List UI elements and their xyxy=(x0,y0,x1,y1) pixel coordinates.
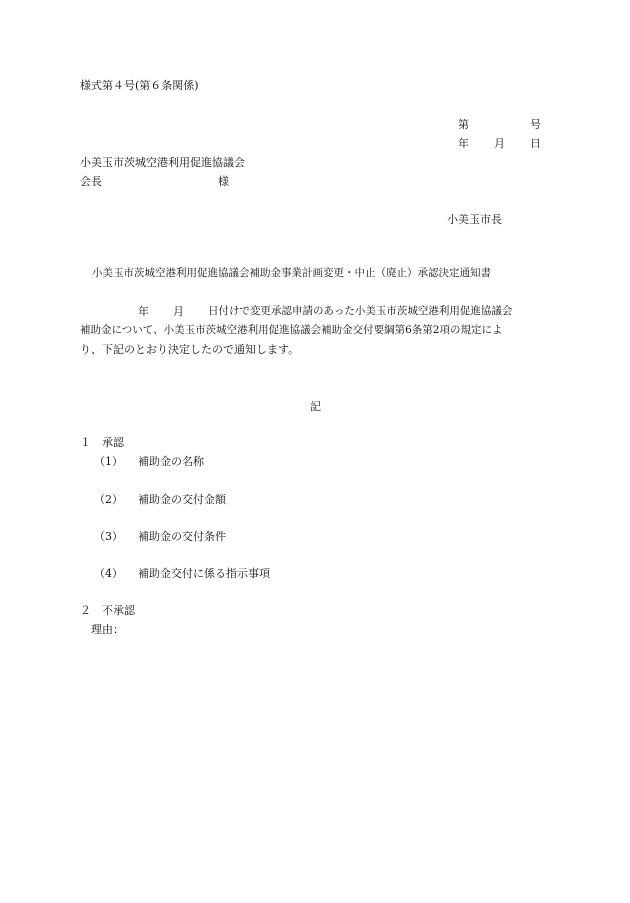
item4-label: 補助金交付に係る指示事項 xyxy=(138,567,270,580)
date-day: 日 xyxy=(530,137,541,150)
addressee-organization: 小美玉市茨城空港利用促進協議会 xyxy=(80,156,245,169)
addressee-title: 会長 xyxy=(80,175,102,188)
body-month: 月 xyxy=(173,305,184,318)
body-line2: 補助金について、小美玉市茨城空港利用促進協議会補助金交付要綱第6条第2項の規定によ xyxy=(80,324,503,336)
item2-number: （2） xyxy=(94,493,123,506)
reason-label: 理由： xyxy=(91,623,124,636)
ki-heading: 記 xyxy=(310,400,321,413)
section2-title: 不承認 xyxy=(102,604,135,617)
item4-number: （4） xyxy=(94,567,123,580)
item1-number: （1） xyxy=(94,455,123,468)
body-line3: り、下記のとおり決定したので通知します。 xyxy=(80,343,300,356)
section1-number: １ xyxy=(80,436,91,449)
section2-number: ２ xyxy=(80,604,91,617)
section1-title: 承認 xyxy=(102,436,124,449)
item1-label: 補助金の名称 xyxy=(138,455,204,468)
body-line1: 日付けで変更承認申請のあった小美玉市茨城空港利用促進協議会 xyxy=(208,305,513,317)
date-month: 月 xyxy=(494,137,505,150)
addressee-honorific: 様 xyxy=(218,175,229,188)
doc-number-prefix: 第 xyxy=(458,118,469,131)
item2-label: 補助金の交付金額 xyxy=(138,493,226,506)
date-year: 年 xyxy=(458,137,469,150)
document-title: 小美玉市茨城空港利用促進協議会補助金事業計画変更・中止（廃止）承認決定通知書 xyxy=(92,267,491,279)
doc-number-suffix: 号 xyxy=(530,118,541,131)
item3-label: 補助金の交付条件 xyxy=(138,530,226,543)
sender-name: 小美玉市長 xyxy=(447,213,502,226)
form-label: 様式第４号(第６条関係) xyxy=(80,79,199,92)
item3-number: （3） xyxy=(94,530,123,543)
body-year: 年 xyxy=(138,305,149,318)
